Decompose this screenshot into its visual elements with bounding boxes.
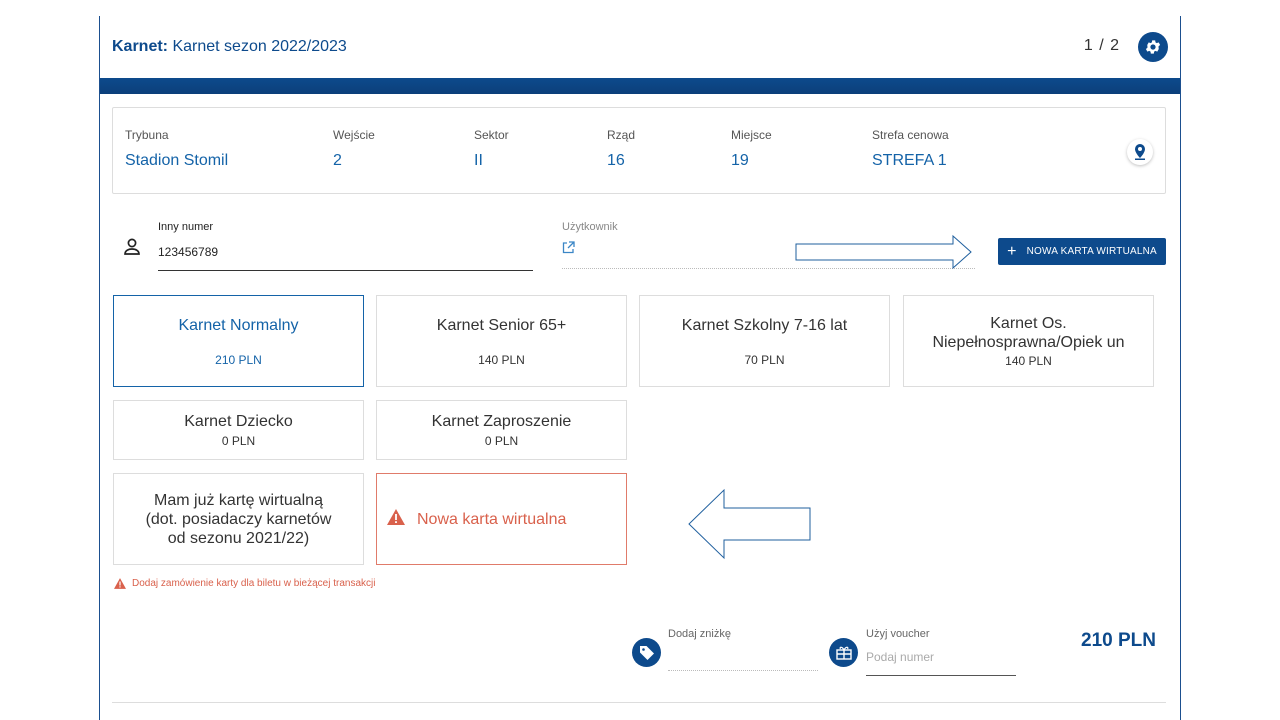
ticket-card[interactable] [376, 295, 627, 387]
ticket-card[interactable] [113, 295, 364, 387]
seat-info [112, 107, 1166, 194]
arrow-right-annotation [795, 234, 975, 270]
ticket-price: 210 PLN [215, 352, 262, 367]
voucher-label: Użyj voucher [866, 628, 930, 640]
ticket-card[interactable] [113, 400, 364, 460]
warning-icon [114, 578, 126, 589]
person-icon [122, 237, 142, 262]
existing-virtual-card-option[interactable] [113, 473, 364, 565]
field-underline [668, 670, 818, 671]
seat-label: Wejście [333, 128, 375, 142]
map-pin-icon[interactable] [1127, 139, 1153, 165]
ticket-name: Karnet Zaproszenie [431, 413, 572, 430]
seat-label: Strefa cenowa [872, 128, 949, 142]
seat-col-sector [474, 128, 509, 170]
seat-col-entrance [333, 128, 375, 170]
title-prefix: Karnet: [112, 38, 169, 55]
ticket-name: Karnet Normalny [178, 316, 299, 334]
arrow-left-annotation [688, 488, 813, 560]
seat-value: 19 [731, 152, 749, 169]
seat-label: Miejsce [731, 128, 772, 142]
total-price: 210 PLN [1081, 630, 1156, 651]
seat-value: 2 [333, 152, 342, 169]
ticket-card[interactable] [639, 295, 890, 387]
seat-value: STREFA 1 [872, 152, 947, 169]
existing-virtual-card-label: Mam już kartę wirtualną (dot. posiadaczy karnetów od sezonu 2021/22) [145, 491, 332, 547]
ticket-price: 0 PLN [484, 434, 519, 448]
ticket-price: 0 PLN [221, 434, 256, 448]
ticket-card[interactable] [903, 295, 1154, 387]
discount-field[interactable] [632, 628, 822, 680]
field-underline [158, 270, 533, 271]
ticket-name: Karnet Szkolny 7-16 lat [681, 316, 848, 334]
new-virtual-card-button-label: NOWA KARTA WIRTUALNA [1026, 246, 1157, 257]
page-title [112, 38, 347, 56]
panel-header [100, 16, 1180, 78]
ticket-name: Karnet Os. Niepełnosprawna/Opiek un [932, 315, 1125, 351]
user-label: Użytkownik [562, 221, 618, 233]
ticket-name: Karnet Dziecko [184, 413, 293, 430]
discount-label: Dodaj zniżkę [668, 628, 731, 640]
title-text: Karnet sezon 2022/2023 [172, 38, 347, 55]
voucher-field[interactable] [829, 628, 1019, 680]
seat-col-place [731, 128, 772, 170]
seat-value: Stadion Stomil [125, 152, 229, 169]
plus-icon: + [1007, 242, 1017, 260]
new-virtual-card-button[interactable] [998, 238, 1166, 265]
divider [112, 702, 1166, 703]
seat-label: Trybuna [125, 128, 169, 142]
voucher-input[interactable]: Podaj numer [866, 650, 935, 664]
seat-col-zone [872, 128, 949, 170]
field-underline [866, 675, 1016, 676]
tag-icon[interactable] [632, 638, 661, 667]
warning-icon [387, 509, 405, 530]
pager: 1 / 2 [1083, 37, 1120, 54]
external-link-icon[interactable] [562, 241, 575, 259]
gear-icon[interactable] [1138, 32, 1168, 62]
seat-col-row [607, 128, 635, 170]
virtual-card-warning [114, 578, 375, 589]
warning-text: Dodaj zamówienie karty dla biletu w bieżącej transakcji [132, 578, 376, 589]
new-virtual-card-option[interactable] [376, 473, 627, 565]
ticket-panel [99, 16, 1181, 720]
other-number-field[interactable] [118, 221, 533, 271]
seat-value: 16 [607, 152, 625, 169]
new-virtual-card-label: Nowa karta wirtualna [417, 510, 567, 528]
other-number-label: Inny numer [158, 221, 214, 233]
other-number-value[interactable]: 123456789 [158, 245, 219, 259]
ticket-card[interactable] [376, 400, 627, 460]
ticket-price: 140 PLN [1005, 354, 1052, 368]
gift-card-icon[interactable] [829, 638, 858, 667]
seat-label: Sektor [474, 128, 509, 142]
seat-col-stand [125, 128, 228, 170]
ticket-price: 140 PLN [478, 352, 525, 367]
seat-value: II [474, 152, 483, 169]
seat-label: Rząd [607, 128, 636, 142]
ticket-price: 70 PLN [744, 352, 785, 367]
header-bar [100, 78, 1180, 94]
ticket-name: Karnet Senior 65+ [436, 316, 567, 334]
